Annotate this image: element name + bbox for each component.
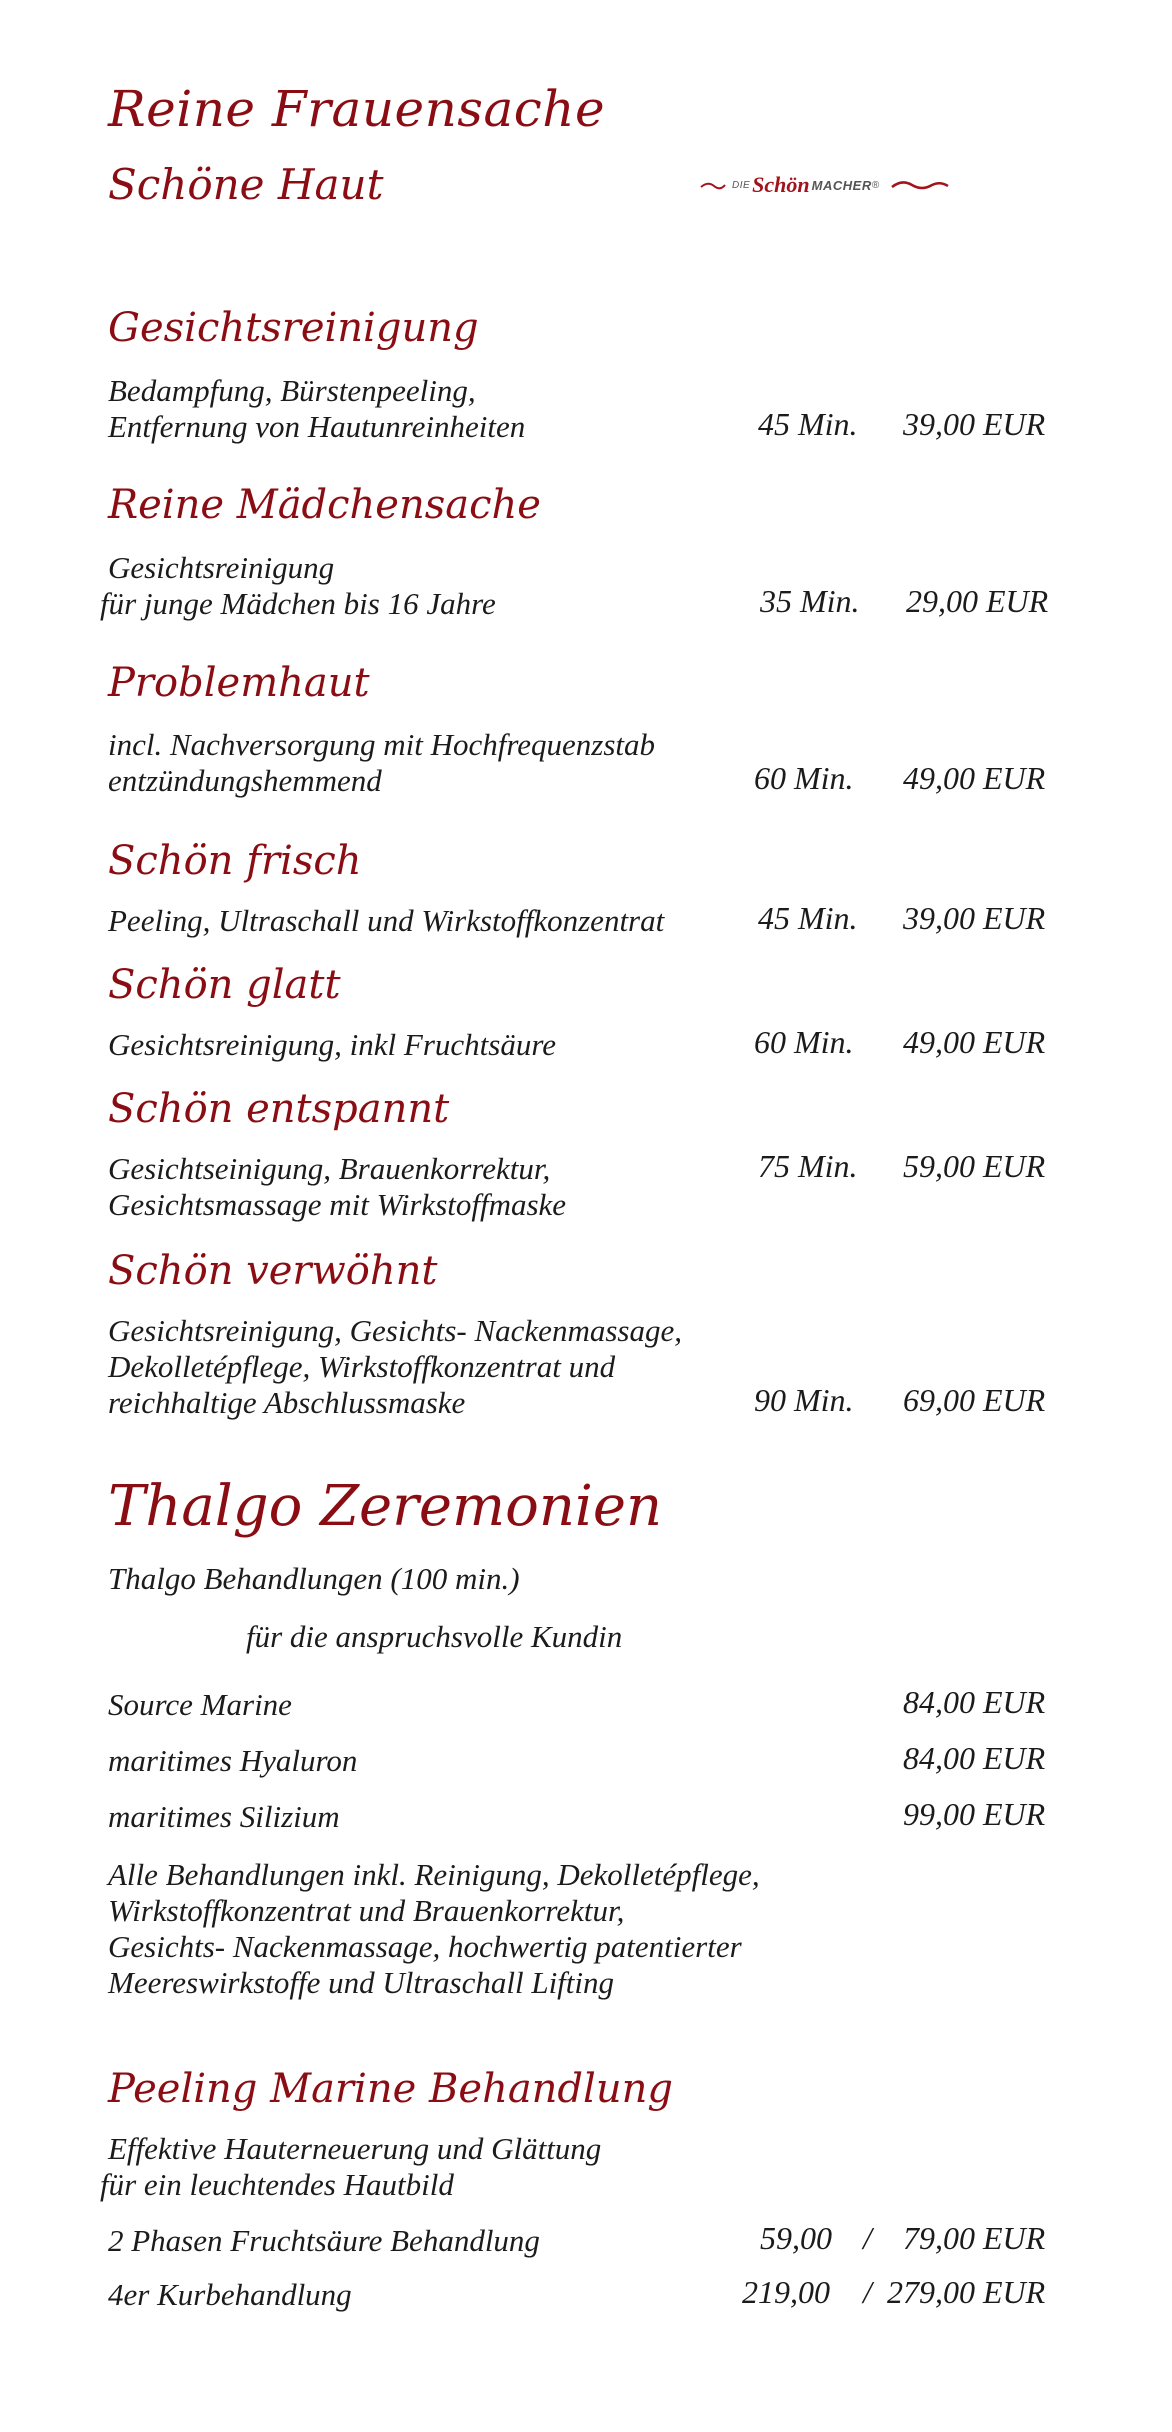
thalgo-item-price: 99,00 EUR	[903, 1796, 1046, 1832]
logo-swoosh-right-icon	[890, 177, 950, 193]
treatment-desc-line: für junge Mädchen bis 16 Jahre	[100, 586, 496, 621]
page-subtitle: Schöne Haut	[108, 160, 384, 209]
treatment-title: Gesichtsreinigung	[108, 305, 479, 351]
logo-brand: Schön	[752, 172, 810, 197]
peeling-desc-line: für ein leuchtendes Hautbild	[100, 2167, 454, 2202]
treatment-duration: 35 Min.	[760, 583, 860, 619]
peeling-item-price-single: 59,00	[760, 2220, 832, 2256]
peeling-desc-line: Effektive Hauterneuerung und Glättung	[108, 2131, 602, 2166]
peeling-item-separator: /	[863, 2274, 872, 2310]
thalgo-note-line: Gesichts- Nackenmassage, hochwertig patentierter	[108, 1929, 742, 1964]
treatment-title: Schön entspannt	[108, 1086, 450, 1132]
treatment-price: 49,00 EUR	[903, 760, 1046, 796]
treatment-duration: 90 Min.	[754, 1382, 854, 1418]
thalgo-note-line: Meereswirkstoffe und Ultraschall Lifting	[108, 1965, 615, 2000]
treatment-title: Problemhaut	[108, 660, 370, 706]
treatment-desc-line: Peeling, Ultraschall und Wirkstoffkonzentrat	[108, 903, 665, 938]
peeling-item-name: 2 Phasen Fruchtsäure Behandlung	[108, 2223, 540, 2258]
treatment-desc-line: Dekolletépflege, Wirkstoffkonzentrat und	[108, 1349, 616, 1384]
treatment-duration: 45 Min.	[758, 406, 858, 442]
treatment-price: 39,00 EUR	[903, 900, 1046, 936]
treatment-duration: 45 Min.	[758, 900, 858, 936]
logo-prefix: DIE	[732, 179, 751, 191]
page-title: Reine Frauensache	[108, 80, 606, 138]
treatment-title: Reine Mädchensache	[108, 482, 541, 528]
treatment-desc-line: incl. Nachversorgung mit Hochfrequenzstab	[108, 727, 656, 762]
section-intro: Thalgo Behandlungen (100 min.)	[108, 1561, 520, 1596]
thalgo-item-price: 84,00 EUR	[903, 1740, 1046, 1776]
treatment-desc-line: Bedampfung, Bürstenpeeling,	[108, 373, 476, 408]
treatment-price: 69,00 EUR	[903, 1382, 1046, 1418]
section-title: Peeling Marine Behandlung	[108, 2066, 673, 2112]
treatment-duration: 60 Min.	[754, 1024, 854, 1060]
treatment-desc-line: entzündungshemmend	[108, 763, 382, 798]
peeling-item-separator: /	[863, 2220, 872, 2256]
logo-registered: ®	[871, 179, 880, 191]
treatment-desc-line: Gesichtsmassage mit Wirkstoffmaske	[108, 1187, 567, 1222]
treatment-desc-line: Gesichtsreinigung	[108, 550, 335, 585]
thalgo-item-name: maritimes Hyaluron	[108, 1743, 358, 1778]
thalgo-item-price: 84,00 EUR	[903, 1684, 1046, 1720]
treatment-price: 59,00 EUR	[903, 1148, 1046, 1184]
section-subintro: für die anspruchsvolle Kundin	[246, 1619, 623, 1654]
brand-logo	[700, 172, 950, 198]
treatment-title: Schön frisch	[108, 838, 362, 884]
treatment-desc-line: Gesichtsreinigung, inkl Fruchtsäure	[108, 1027, 557, 1062]
peeling-item-price-single: 219,00	[742, 2274, 830, 2310]
peeling-item-name: 4er Kurbehandlung	[108, 2277, 352, 2312]
logo-swoosh-left-icon	[700, 179, 726, 191]
treatment-title: Schön verwöhnt	[108, 1248, 438, 1294]
treatment-price: 29,00 EUR	[906, 583, 1049, 619]
treatment-duration: 60 Min.	[754, 760, 854, 796]
treatment-desc-line: Gesichtsreinigung, Gesichts- Nackenmassage,	[108, 1313, 682, 1348]
treatment-duration: 75 Min.	[758, 1148, 858, 1184]
thalgo-item-name: maritimes Silizium	[108, 1799, 340, 1834]
peeling-item-price-kur: 279,00 EUR	[887, 2274, 1046, 2310]
peeling-item-price-kur: 79,00 EUR	[903, 2220, 1046, 2256]
thalgo-note-line: Alle Behandlungen inkl. Reinigung, Dekolletépflege,	[108, 1857, 760, 1892]
treatment-desc-line: Entfernung von Hautunreinheiten	[108, 409, 526, 444]
treatment-desc-line: Gesichtseinigung, Brauenkorrektur,	[108, 1151, 551, 1186]
thalgo-item-name: Source Marine	[108, 1687, 292, 1722]
thalgo-note-line: Wirkstoffkonzentrat und Brauenkorrektur,	[108, 1893, 625, 1928]
treatment-price: 49,00 EUR	[903, 1024, 1046, 1060]
treatment-title: Schön glatt	[108, 962, 341, 1008]
section-title: Thalgo Zeremonien	[108, 1474, 663, 1539]
logo-suffix: MACHER	[811, 177, 872, 193]
treatment-desc-line: reichhaltige Abschlussmaske	[108, 1385, 466, 1420]
treatment-price: 39,00 EUR	[903, 406, 1046, 442]
